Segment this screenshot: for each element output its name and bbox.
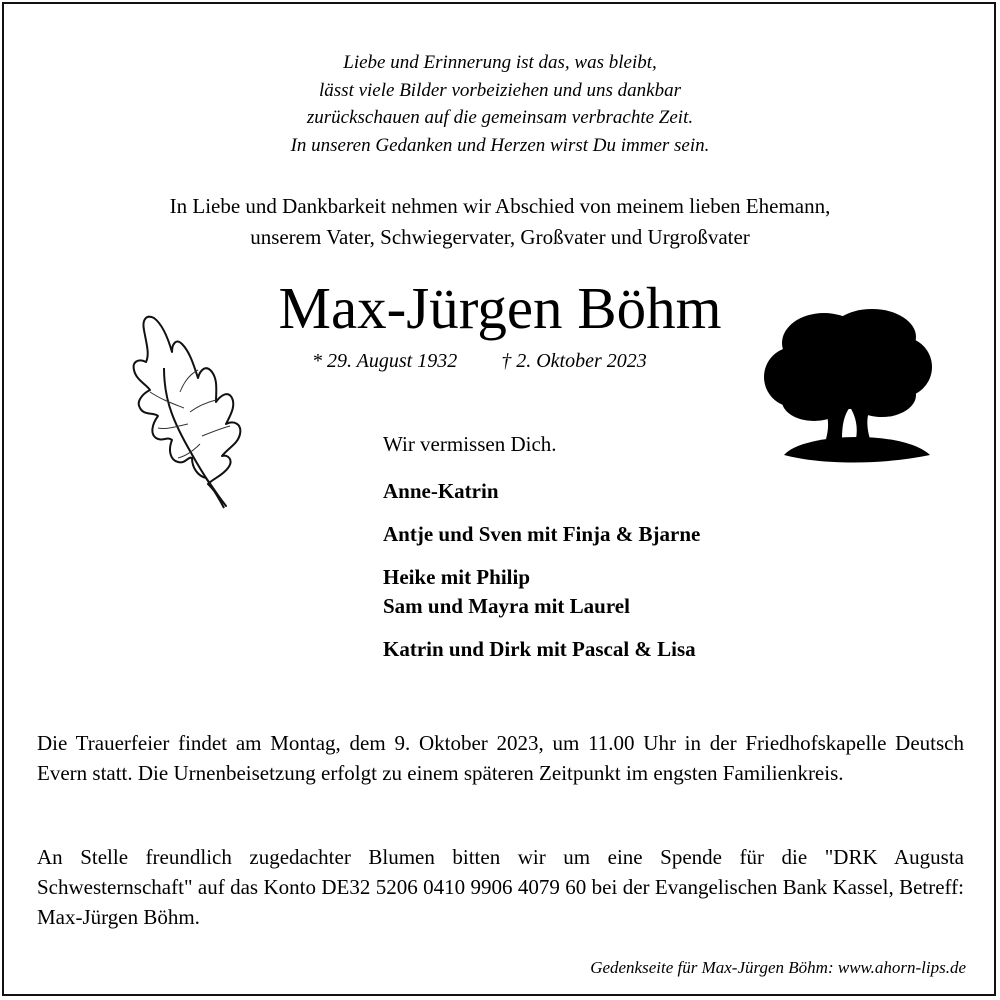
- mourner-entry: Sam und Mayra mit Laurel: [383, 594, 630, 618]
- mourner-entry: Heike mit Philip: [383, 565, 530, 589]
- deceased-name: Max-Jürgen Böhm: [278, 275, 722, 341]
- life-dates: [312, 348, 647, 374]
- birth-date: * 29. August 1932: [312, 350, 458, 372]
- intro-line: unserem Vater, Schwiegervater, Großvater und Urgroßvater: [250, 225, 750, 249]
- intro-text: [0, 191, 1000, 253]
- mourner-entry: Anne-Katrin: [383, 479, 499, 503]
- poem-line: Liebe und Erinnerung ist das, was bleibt,: [343, 52, 657, 73]
- funeral-paragraph: Die Trauerfeier findet am Montag, dem 9. Oktober 2023, um 11.00 Uhr in der Friedhofskapelle Deutsch Evern statt. Die Urnenbeisetzung erfolgt zu einem späteren Zeitpunkt im engsten Familienkreis.: [37, 731, 964, 785]
- intro-line: In Liebe und Dankbarkeit nehmen wir Abschied von meinem lieben Ehemann,: [169, 194, 831, 218]
- poem-line: In unseren Gedanken und Herzen wirst Du immer sein.: [290, 134, 710, 156]
- mourners-list: [383, 477, 700, 664]
- donation-paragraph: An Stelle freundlich zugedachter Blumen bitten wir um eine Spende für die "DRK Augusta Schwesternschaft" auf das Konto DE32 5206 0410 9906 4079 60 bei der Evangelischen Bank Kassel, Betreff: Max-Jürgen Böhm.: [37, 845, 964, 929]
- poem-line: lässt viele Bilder vorbeiziehen und uns dankbar: [319, 79, 681, 101]
- mourner-entry: Antje und Sven mit Finja & Bjarne: [383, 522, 701, 546]
- mourner-entry: Katrin und Dirk mit Pascal & Lisa: [383, 637, 696, 661]
- tree-silhouette-icon: [762, 305, 934, 465]
- poem: [0, 49, 1000, 159]
- signoff: Wir vermissen Dich.: [383, 432, 557, 456]
- oak-leaf-icon: [128, 308, 246, 514]
- memorial-page-footer: Gedenkseite für Max-Jürgen Böhm: www.ahorn-lips.de: [590, 958, 966, 977]
- death-date: † 2. Oktober 2023: [501, 350, 647, 372]
- poem-line: zurückschauen auf die gemeinsam verbrachte Zeit.: [306, 107, 694, 128]
